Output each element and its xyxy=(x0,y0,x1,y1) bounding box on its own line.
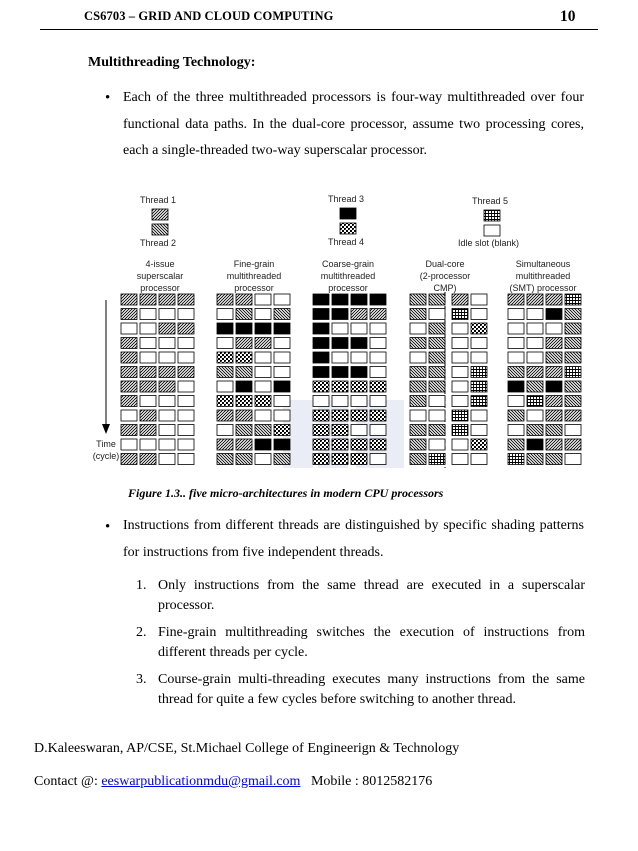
cycle-label: (cycle) xyxy=(92,451,120,461)
issue-slot xyxy=(217,367,233,378)
bullet-icon: • xyxy=(105,519,111,535)
thread3-swatch xyxy=(340,208,356,219)
issue-slot xyxy=(178,439,194,450)
issue-slot xyxy=(236,439,252,450)
processor-headers xyxy=(137,259,577,293)
issue-slot xyxy=(429,323,445,334)
issue-slot xyxy=(527,439,543,450)
issue-slot xyxy=(313,410,329,421)
issue-slot xyxy=(546,396,562,407)
issue-slot xyxy=(274,309,290,320)
issue-slot xyxy=(178,338,194,349)
paragraph-1: Each of the three multithreaded processors is four-way multithreaded over four functional data paths. In the dual-core processor, assume two processing cores, each a single-threaded two-way superscalar processor. xyxy=(123,90,584,158)
issue-slot xyxy=(236,367,252,378)
proc3-line1: Coarse-grain xyxy=(321,259,375,269)
issue-slot xyxy=(255,294,271,305)
proc2-line2: multithreaded xyxy=(226,271,282,281)
issue-slot xyxy=(452,323,468,334)
issue-slot xyxy=(527,454,543,465)
issue-slot xyxy=(274,454,290,465)
issue-slot xyxy=(236,294,252,305)
issue-slot xyxy=(332,425,348,436)
issue-slot xyxy=(546,410,562,421)
issue-slot xyxy=(410,396,426,407)
issue-slot xyxy=(410,294,426,305)
issue-slot xyxy=(565,425,581,436)
issue-slot xyxy=(471,396,487,407)
issue-slot xyxy=(452,352,468,363)
issue-slot xyxy=(255,338,271,349)
legend-thread3: Thread 3 xyxy=(328,194,365,204)
proc5-line3: (SMT) processor xyxy=(509,283,577,293)
issue-slot xyxy=(178,381,194,392)
issue-slot xyxy=(410,367,426,378)
issue-slot xyxy=(452,396,468,407)
issue-slot xyxy=(452,410,468,421)
issue-slot xyxy=(121,352,137,363)
issue-slot xyxy=(217,425,233,436)
issue-slot xyxy=(236,410,252,421)
issue-slot xyxy=(274,338,290,349)
issue-slot xyxy=(565,381,581,392)
issue-slot xyxy=(471,381,487,392)
issue-slot xyxy=(452,454,468,465)
issue-slot xyxy=(236,323,252,334)
issue-slot xyxy=(217,454,233,465)
issue-slot xyxy=(370,309,386,320)
slot-grids xyxy=(121,294,581,465)
issue-slot xyxy=(410,323,426,334)
issue-slot xyxy=(351,425,367,436)
issue-slot xyxy=(527,294,543,305)
issue-slot xyxy=(508,352,524,363)
issue-slot xyxy=(121,425,137,436)
issue-slot xyxy=(429,396,445,407)
issue-slot xyxy=(351,439,367,450)
issue-slot xyxy=(508,323,524,334)
issue-slot xyxy=(471,338,487,349)
issue-slot xyxy=(508,338,524,349)
issue-slot xyxy=(217,381,233,392)
issue-slot xyxy=(370,396,386,407)
issue-slot xyxy=(313,439,329,450)
issue-slot xyxy=(236,425,252,436)
issue-slot xyxy=(236,381,252,392)
thread4-swatch xyxy=(340,223,356,234)
proc4-line2: (2-processor xyxy=(419,271,471,281)
issue-slot xyxy=(370,381,386,392)
issue-slot xyxy=(159,338,175,349)
issue-slot xyxy=(236,396,252,407)
proc5-line2: multithreaded xyxy=(515,271,571,281)
issue-slot xyxy=(527,309,543,320)
issue-slot xyxy=(274,396,290,407)
issue-slot xyxy=(236,338,252,349)
proc4-line1: Dual-core xyxy=(425,259,465,269)
issue-slot xyxy=(332,410,348,421)
issue-slot xyxy=(274,381,290,392)
list-item xyxy=(136,623,585,663)
issue-slot xyxy=(565,454,581,465)
issue-slot xyxy=(565,439,581,450)
issue-slot xyxy=(546,294,562,305)
issue-slot xyxy=(351,352,367,363)
issue-slot xyxy=(471,454,487,465)
issue-slot xyxy=(255,367,271,378)
issue-slot xyxy=(429,294,445,305)
issue-slot xyxy=(332,367,348,378)
issue-slot xyxy=(351,381,367,392)
issue-slot xyxy=(527,381,543,392)
issue-slot xyxy=(255,323,271,334)
proc2-line3: processor xyxy=(234,283,274,293)
legend-thread4: Thread 4 xyxy=(328,237,365,247)
issue-slot xyxy=(351,294,367,305)
issue-slot xyxy=(527,367,543,378)
issue-slot xyxy=(255,454,271,465)
issue-slot xyxy=(332,338,348,349)
issue-slot xyxy=(546,367,562,378)
issue-slot xyxy=(370,425,386,436)
issue-slot xyxy=(546,323,562,334)
issue-slot xyxy=(140,381,156,392)
issue-slot xyxy=(546,381,562,392)
issue-slot xyxy=(370,367,386,378)
running-header: CS6703 – GRID AND CLOUD COMPUTING xyxy=(84,9,334,23)
issue-slot xyxy=(140,454,156,465)
issue-slot xyxy=(410,352,426,363)
issue-slot xyxy=(159,323,175,334)
issue-slot xyxy=(140,410,156,421)
issue-slot xyxy=(370,294,386,305)
issue-slot xyxy=(508,425,524,436)
issue-slot xyxy=(313,338,329,349)
proc4-line3: CMP) xyxy=(433,283,457,293)
thread5-swatch xyxy=(484,210,500,221)
issue-slot xyxy=(546,454,562,465)
issue-slot xyxy=(565,410,581,421)
issue-slot xyxy=(471,425,487,436)
list-number: 3. xyxy=(136,672,147,687)
issue-slot xyxy=(332,439,348,450)
proc3-line2: multithreaded xyxy=(320,271,376,281)
issue-slot xyxy=(508,454,524,465)
issue-slot xyxy=(236,352,252,363)
issue-slot xyxy=(159,454,175,465)
issue-slot xyxy=(370,439,386,450)
issue-slot xyxy=(178,323,194,334)
legend-thread2: Thread 2 xyxy=(140,238,177,248)
issue-slot xyxy=(471,367,487,378)
issue-slot xyxy=(429,352,445,363)
issue-slot xyxy=(410,381,426,392)
issue-slot xyxy=(140,425,156,436)
issue-slot xyxy=(332,454,348,465)
issue-slot xyxy=(255,396,271,407)
list-item xyxy=(136,576,585,616)
issue-slot xyxy=(565,323,581,334)
issue-slot xyxy=(274,439,290,450)
page-number: 10 xyxy=(560,8,576,25)
issue-slot xyxy=(159,396,175,407)
issue-slot xyxy=(313,454,329,465)
issue-slot xyxy=(351,410,367,421)
issue-slot xyxy=(370,454,386,465)
issue-slot xyxy=(452,309,468,320)
issue-slot xyxy=(274,294,290,305)
issue-slot xyxy=(313,381,329,392)
issue-slot xyxy=(429,338,445,349)
issue-slot xyxy=(178,396,194,407)
issue-slot xyxy=(255,410,271,421)
issue-slot xyxy=(178,309,194,320)
bullet-icon: • xyxy=(105,90,111,106)
issue-slot xyxy=(370,338,386,349)
issue-slot xyxy=(121,454,137,465)
issue-slot xyxy=(527,338,543,349)
issue-slot xyxy=(313,352,329,363)
issue-slot xyxy=(255,381,271,392)
issue-slot xyxy=(217,352,233,363)
time-label: Time xyxy=(96,439,116,449)
issue-slot xyxy=(471,309,487,320)
issue-slot xyxy=(159,367,175,378)
issue-slot xyxy=(508,439,524,450)
proc2-line1: Fine-grain xyxy=(233,259,275,269)
section-title: Multithreading Technology: xyxy=(88,55,256,70)
idle-swatch xyxy=(484,225,500,236)
issue-slot xyxy=(527,323,543,334)
proc1-line3: processor xyxy=(140,283,180,293)
issue-slot xyxy=(546,309,562,320)
issue-slot xyxy=(313,309,329,320)
legend-thread5: Thread 5 xyxy=(472,196,509,206)
issue-slot xyxy=(527,425,543,436)
issue-slot xyxy=(565,367,581,378)
issue-slot xyxy=(159,439,175,450)
issue-slot xyxy=(370,352,386,363)
issue-slot xyxy=(351,367,367,378)
issue-slot xyxy=(121,309,137,320)
issue-slot xyxy=(527,352,543,363)
issue-slot xyxy=(121,338,137,349)
issue-slot xyxy=(236,309,252,320)
thread2-swatch xyxy=(152,224,168,235)
legend-idle: Idle slot (blank) xyxy=(458,238,520,248)
paragraph-2: Instructions from different threads are distinguished by specific shading patterns for instructions from five independent threads. xyxy=(123,518,584,560)
issue-slot xyxy=(410,338,426,349)
issue-slot xyxy=(546,338,562,349)
issue-slot xyxy=(140,309,156,320)
thread1-swatch xyxy=(152,209,168,220)
issue-slot xyxy=(140,439,156,450)
issue-slot xyxy=(527,410,543,421)
list-text: Fine-grain multithreading switches the execution of instructions from different threads per cycle. xyxy=(158,625,585,660)
issue-slot xyxy=(351,323,367,334)
issue-slot xyxy=(410,309,426,320)
issue-slot xyxy=(508,294,524,305)
issue-slot xyxy=(121,381,137,392)
issue-slot xyxy=(351,454,367,465)
issue-slot xyxy=(410,425,426,436)
issue-slot xyxy=(351,338,367,349)
issue-slot xyxy=(121,396,137,407)
time-axis xyxy=(93,300,120,461)
legend-thread1: Thread 1 xyxy=(140,195,177,205)
issue-slot xyxy=(508,381,524,392)
issue-slot xyxy=(508,367,524,378)
issue-slot xyxy=(255,309,271,320)
issue-slot xyxy=(236,454,252,465)
issue-slot xyxy=(332,323,348,334)
issue-slot xyxy=(217,294,233,305)
issue-slot xyxy=(471,352,487,363)
issue-slot xyxy=(410,439,426,450)
issue-slot xyxy=(140,338,156,349)
footer-author: D.Kaleeswaran, AP/CSE, St.Michael College of Engineerign & Technology xyxy=(34,741,460,756)
issue-slot xyxy=(452,367,468,378)
list-number: 1. xyxy=(136,578,147,593)
issue-slot xyxy=(410,454,426,465)
issue-slot xyxy=(471,439,487,450)
issue-slot xyxy=(121,323,137,334)
issue-slot xyxy=(255,439,271,450)
issue-slot xyxy=(313,396,329,407)
header-rule xyxy=(40,29,598,30)
issue-slot xyxy=(140,352,156,363)
proc5-line1: Simultaneous xyxy=(515,259,571,269)
issue-slot xyxy=(452,294,468,305)
issue-slot xyxy=(370,410,386,421)
issue-slot xyxy=(471,323,487,334)
issue-slot xyxy=(217,410,233,421)
issue-slot xyxy=(546,425,562,436)
list-number: 2. xyxy=(136,625,147,640)
issue-slot xyxy=(429,381,445,392)
issue-slot xyxy=(508,309,524,320)
issue-slot xyxy=(565,352,581,363)
issue-slot xyxy=(471,410,487,421)
proc1-line2: superscalar xyxy=(136,271,184,281)
issue-slot xyxy=(121,439,137,450)
issue-slot xyxy=(546,439,562,450)
issue-slot xyxy=(217,439,233,450)
issue-slot xyxy=(217,396,233,407)
issue-slot xyxy=(565,396,581,407)
issue-slot xyxy=(159,381,175,392)
issue-slot xyxy=(410,410,426,421)
issue-slot xyxy=(351,309,367,320)
contact-label: Contact @: xyxy=(34,774,102,789)
arrow-down-icon xyxy=(102,424,110,434)
issue-slot xyxy=(429,410,445,421)
issue-slot xyxy=(255,425,271,436)
issue-slot xyxy=(159,352,175,363)
issue-slot xyxy=(159,425,175,436)
issue-slot xyxy=(429,439,445,450)
issue-slot xyxy=(429,309,445,320)
issue-slot xyxy=(565,294,581,305)
issue-slot xyxy=(313,294,329,305)
issue-slot xyxy=(313,367,329,378)
issue-slot xyxy=(452,381,468,392)
issue-slot xyxy=(351,396,367,407)
issue-slot xyxy=(313,425,329,436)
issue-slot xyxy=(332,396,348,407)
issue-slot xyxy=(178,367,194,378)
footer-contact xyxy=(34,774,432,790)
issue-slot xyxy=(565,309,581,320)
issue-slot xyxy=(274,425,290,436)
issue-slot xyxy=(274,367,290,378)
issue-slot xyxy=(429,367,445,378)
issue-slot xyxy=(332,352,348,363)
issue-slot xyxy=(429,425,445,436)
issue-slot xyxy=(370,323,386,334)
issue-slot xyxy=(217,338,233,349)
issue-slot xyxy=(527,396,543,407)
issue-slot xyxy=(159,309,175,320)
issue-slot xyxy=(178,425,194,436)
issue-slot xyxy=(140,367,156,378)
issue-slot xyxy=(332,309,348,320)
issue-slot xyxy=(452,338,468,349)
list-item xyxy=(136,670,585,710)
proc1-line1: 4-issue xyxy=(145,259,175,269)
issue-slot xyxy=(332,381,348,392)
issue-slot xyxy=(546,352,562,363)
issue-slot xyxy=(121,410,137,421)
issue-slot xyxy=(274,352,290,363)
issue-slot xyxy=(274,323,290,334)
issue-slot xyxy=(217,309,233,320)
issue-slot xyxy=(332,294,348,305)
email-link[interactable]: eeswarpublicationmdu@gmail.com xyxy=(101,774,301,789)
figure-caption: Figure 1.3.. five micro-architectures in modern CPU processors xyxy=(128,486,444,500)
issue-slot xyxy=(178,294,194,305)
issue-slot xyxy=(140,323,156,334)
list-text: Only instructions from the same thread are executed in a superscalar processor. xyxy=(158,578,585,613)
issue-slot xyxy=(255,352,271,363)
issue-slot xyxy=(508,396,524,407)
issue-slot xyxy=(178,352,194,363)
issue-slot xyxy=(159,410,175,421)
issue-slot xyxy=(429,454,445,465)
issue-slot xyxy=(313,323,329,334)
proc3-line3: processor xyxy=(328,283,368,293)
cpu-architectures-figure xyxy=(88,188,577,478)
issue-slot xyxy=(217,323,233,334)
issue-slot xyxy=(121,294,137,305)
issue-slot xyxy=(178,454,194,465)
issue-slot xyxy=(140,294,156,305)
issue-slot xyxy=(565,338,581,349)
issue-slot xyxy=(471,294,487,305)
list-text: Course-grain multi-threading executes many instructions from the same thread for quite a few cycles before switching to another thread. xyxy=(158,672,585,707)
issue-slot xyxy=(178,410,194,421)
issue-slot xyxy=(452,439,468,450)
figure-legend xyxy=(140,194,519,248)
issue-slot xyxy=(159,294,175,305)
mobile-number: Mobile : 8012582176 xyxy=(310,774,433,789)
issue-slot xyxy=(140,396,156,407)
issue-slot xyxy=(508,410,524,421)
issue-slot xyxy=(452,425,468,436)
issue-slot xyxy=(121,367,137,378)
issue-slot xyxy=(274,410,290,421)
